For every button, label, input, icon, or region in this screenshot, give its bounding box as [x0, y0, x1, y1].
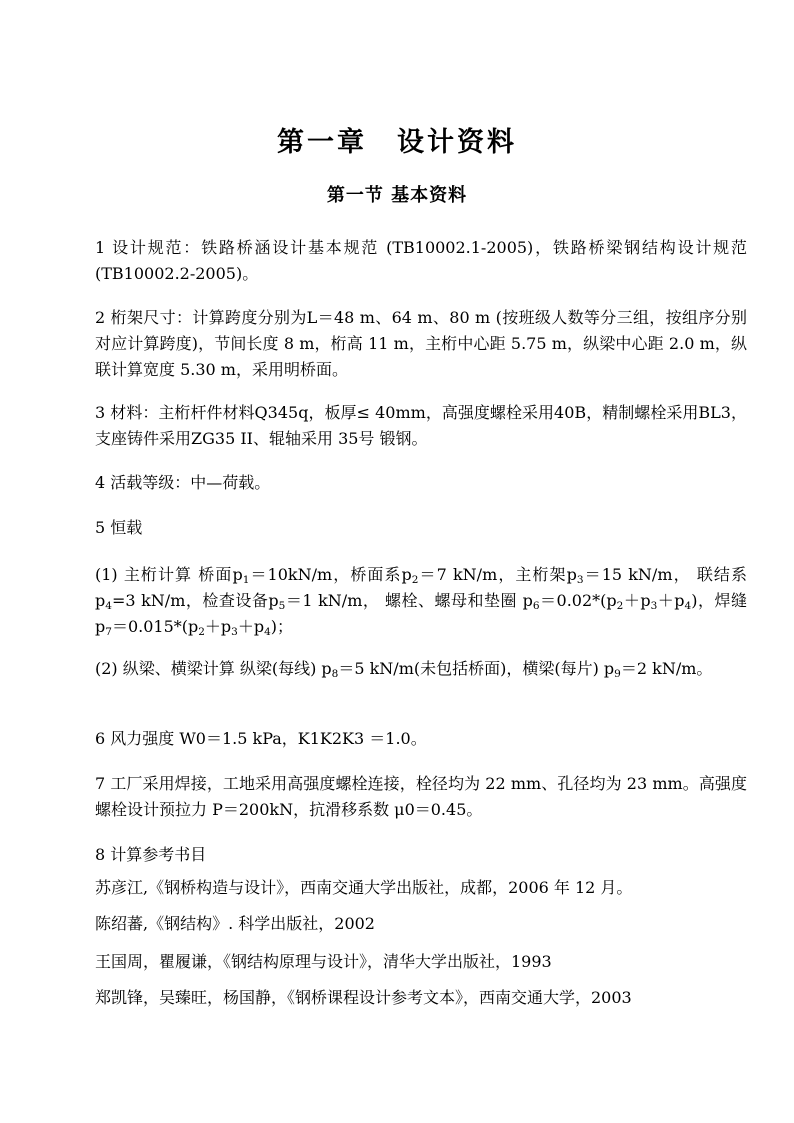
- item-dead-load-main-truss: (1) 主桁计算 桥面$p_1=10kN/m$，桥面系$p_2=7$ kN/m，主桁架$p_3=15$ kN/m， 联结系 $p_4=3$ kN/m，检查设备$p_5=1$ kN/m， 螺栓、螺母和垫圈 $p_6=0.02*(p_2+p_3+p_4)$，焊缝 $p_7=0.015*(p_2+p_3+p_4)$；: [95, 565, 747, 638]
- item-live-load: 4 活载等级：中—荷载。: [95, 473, 271, 492]
- item-wind-strength: 6 风力强度 W0＝1.5 kPa，K1K2K3 ＝1.0。: [95, 729, 427, 748]
- reference-item: 苏彦江,《钢桥构造与设计》，西南交通大学出版社，成都，2006 年 12 月。: [95, 878, 633, 897]
- item-design-code: 1 设计规范：铁路桥涵设计基本规范 (TB10002.1-2005)，铁路桥梁钢结构设计规范(TB10002.2-2005)。: [95, 238, 747, 283]
- section-title: 第一节 基本资料: [326, 185, 468, 206]
- item-dead-load-heading: 5 恒载: [95, 518, 143, 537]
- reference-item: 郑凯锋，吴臻旺，杨国静，《钢桥课程设计参考文本》，西南交通大学，2003: [95, 988, 632, 1007]
- item-bolt-connection: 7 工厂采用焊接，工地采用高强度螺栓连接，栓径均为 22 mm、孔径均为 23 mm。高强度螺栓设计预拉力 P＝200kN，抗滑移系数 μ0＝0.45。: [95, 774, 747, 819]
- item-references-heading: 8 计算参考书目: [95, 845, 207, 864]
- chapter-title: [0, 120, 794, 159]
- item-materials: 3 材料：主桁杆件材料Q345q，板厚≤ 40mm，高强度螺栓采用40B，精制螺栓采用BL3，支座铸件采用ZG35 II、辊轴采用 35号 锻钢。: [95, 403, 747, 448]
- reference-item: 陈绍蕃,《钢结构》. 科学出版社，2002: [95, 914, 375, 933]
- chapter-name: 设计资料: [397, 127, 517, 158]
- item-truss-dimensions: 2 桁架尺寸：计算跨度分别为L＝48 m、64 m、80 m (按班级人数等分三组，按组序分别对应计算跨度)，节间长度 8 m，桁高 11 m，主桁中心距 5.75 m，纵梁中心距 2.0 m，纵联计算宽度 5.30 m，采用明桥面。: [95, 308, 747, 379]
- chapter-number: 第一章: [277, 127, 367, 158]
- item-dead-load-beams: (2) 纵梁、横梁计算 纵梁(每线) $p_8=5$ kN/m(未包括桥面)，横梁(每片) $p_9=2$ kN/m。: [95, 659, 713, 680]
- reference-item: 王国周，瞿履谦，《钢结构原理与设计》，清华大学出版社，1993: [95, 952, 552, 971]
